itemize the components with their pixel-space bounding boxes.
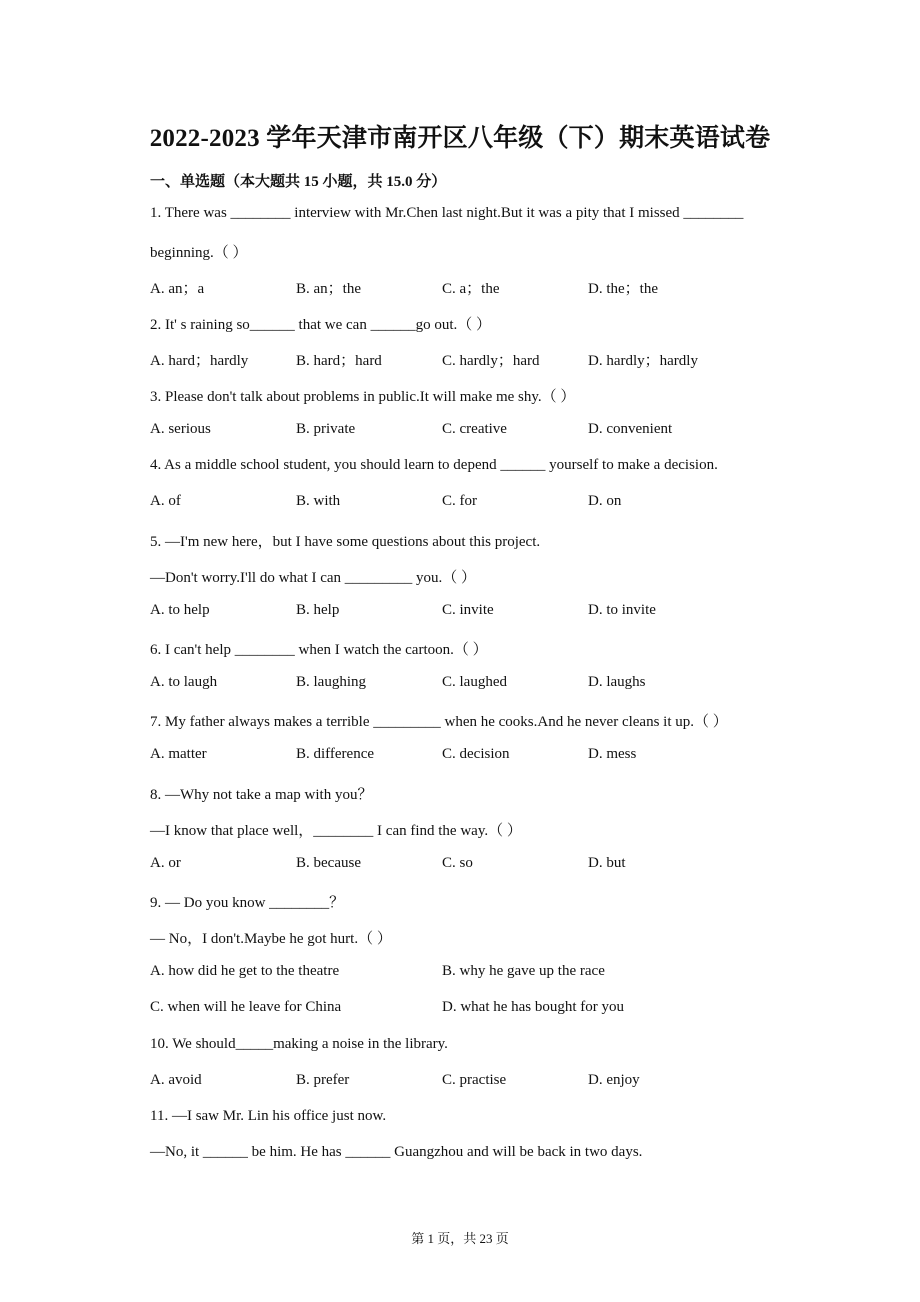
question-10-line-1: 10. We should_____making a noise in the library. (150, 1036, 448, 1052)
q4-option-a[interactable]: A. of (150, 493, 181, 509)
q2-option-d[interactable]: D. hardly；hardly (588, 353, 698, 369)
question-8-line-2: —I know that place well，________ I can find the way.（ ） (150, 823, 522, 839)
q9-option-d[interactable]: D. what he has bought for you (442, 999, 625, 1015)
q5-option-c[interactable]: C. invite (442, 602, 494, 618)
q1-option-b[interactable]: B. an；the (296, 281, 361, 297)
question-4-line-1: 4. As a middle school student, you should learn to depend ______ yourself to make a decision. (150, 457, 718, 473)
q4-option-b[interactable]: B. with (296, 493, 341, 509)
q9-option-a[interactable]: A. how did he get to the theatre (150, 963, 340, 979)
q2-option-b[interactable]: B. hard；hard (296, 353, 382, 369)
q8-option-d[interactable]: D. but (588, 855, 626, 871)
question-7-line-1: 7. My father always makes a terrible _________ when he cooks.And he never cleans it up.（ ） (150, 714, 728, 730)
question-11-line-2: —No, it ______ be him. He has ______ Guangzhou and will be back in two days. (150, 1144, 643, 1160)
q10-option-c[interactable]: C. practise (442, 1072, 507, 1088)
question-6-line-1: 6. I can't help ________ when I watch the cartoon.（ ） (150, 642, 488, 658)
question-2-line-1: 2. It' s raining so______ that we can ______go out.（ ） (150, 317, 491, 333)
question-1-line-2: beginning.（ ） (150, 245, 248, 261)
q5-option-a[interactable]: A. to help (150, 602, 210, 618)
q8-option-b[interactable]: B. because (296, 855, 361, 871)
q1-option-a[interactable]: A. an；a (150, 281, 205, 297)
q7-option-a[interactable]: A. matter (150, 746, 207, 762)
q6-option-d[interactable]: D. laughs (588, 674, 646, 690)
q3-option-b[interactable]: B. private (296, 421, 356, 437)
question-5-line-2: —Don't worry.I'll do what I can _________ you.（ ） (150, 570, 477, 586)
page-footer: 第 1 页，共 23 页 (411, 1231, 509, 1246)
question-3-line-1: 3. Please don't talk about problems in public.It will make me shy.（ ） (150, 389, 576, 405)
q1-option-c[interactable]: C. a；the (442, 281, 500, 297)
q10-option-a[interactable]: A. avoid (150, 1072, 202, 1088)
q9-option-b[interactable]: B. why he gave up the race (442, 963, 605, 979)
q7-option-b[interactable]: B. difference (296, 746, 375, 762)
q6-option-b[interactable]: B. laughing (296, 674, 366, 690)
section-heading: 一、单选题（本大题共 15 小题，共 15.0 分） (150, 174, 447, 190)
q10-option-b[interactable]: B. prefer (296, 1072, 350, 1088)
q8-option-c[interactable]: C. so (442, 855, 473, 871)
q5-option-d[interactable]: D. to invite (588, 602, 656, 618)
q6-option-c[interactable]: C. laughed (442, 674, 507, 690)
q7-option-d[interactable]: D. mess (588, 746, 637, 762)
question-8-line-1: 8. —Why not take a map with you？ (150, 787, 373, 803)
q6-option-a[interactable]: A. to laugh (150, 674, 218, 690)
question-11-line-1: 11. —I saw Mr. Lin his office just now. (150, 1108, 387, 1124)
q1-option-d[interactable]: D. the；the (588, 281, 658, 297)
q8-option-a[interactable]: A. or (150, 855, 181, 871)
q10-option-d[interactable]: D. enjoy (588, 1072, 640, 1088)
q3-option-c[interactable]: C. creative (442, 421, 507, 437)
q9-option-c[interactable]: C. when will he leave for China (150, 999, 342, 1015)
q7-option-c[interactable]: C. decision (442, 746, 510, 762)
q2-option-a[interactable]: A. hard；hardly (150, 353, 249, 369)
q3-option-d[interactable]: D. convenient (588, 421, 673, 437)
question-9-line-2: — No，I don't.Maybe he got hurt.（ ） (150, 931, 392, 947)
q3-option-a[interactable]: A. serious (150, 421, 211, 437)
question-5-line-1: 5. —I'm new here，but I have some questions about this project. (150, 534, 541, 550)
question-9-line-1: 9. — Do you know ________？ (150, 895, 345, 911)
question-1-line-1: 1. There was ________ interview with Mr.Chen last night.But it was a pity that I missed ________ (150, 205, 744, 221)
q4-option-c[interactable]: C. for (442, 493, 477, 509)
q2-option-c[interactable]: C. hardly；hard (442, 353, 540, 369)
q5-option-b[interactable]: B. help (296, 602, 340, 618)
exam-title: 2022-2023 学年天津市南开区八年级（下）期末英语试卷 (149, 125, 771, 152)
q4-option-d[interactable]: D. on (588, 493, 622, 509)
